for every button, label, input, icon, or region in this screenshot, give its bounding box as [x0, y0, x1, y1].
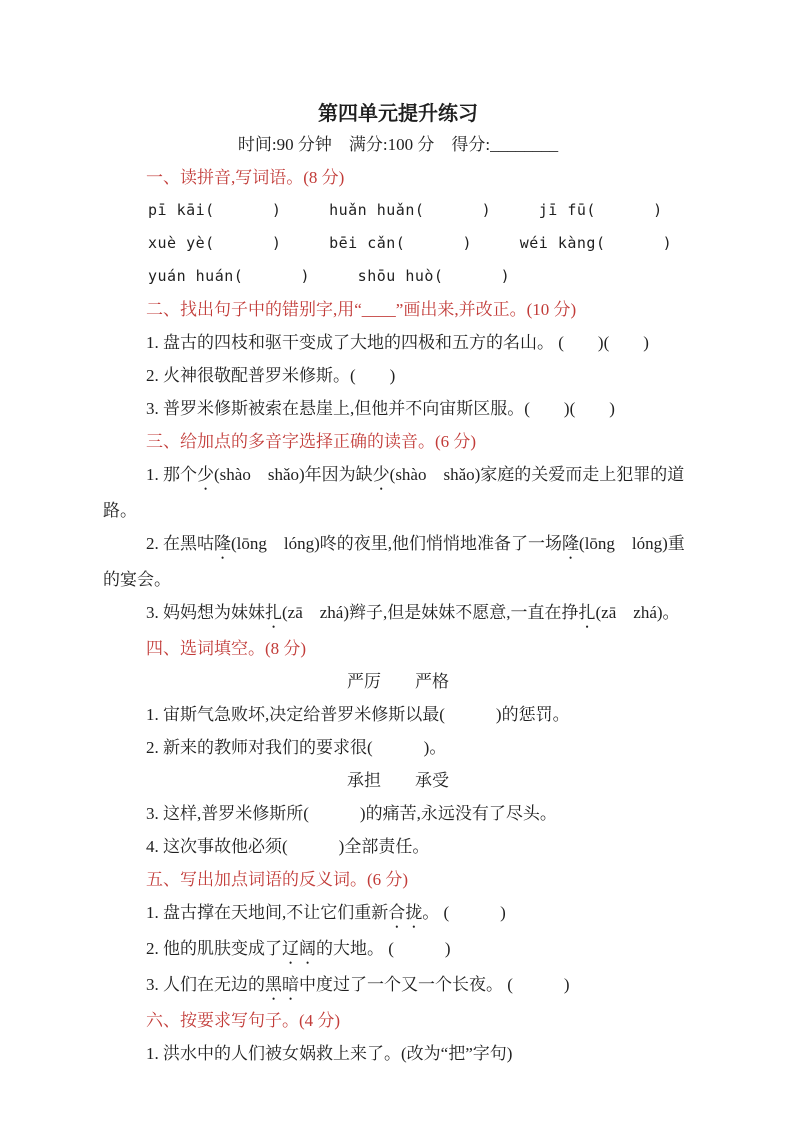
text-segment: (zā zhá)。	[595, 603, 680, 622]
text-segment: 3. 妈妈想为妹妹	[146, 603, 265, 622]
section-word-choice	[103, 632, 693, 863]
emphasized-word: 扎	[578, 603, 596, 622]
text-segment: 。 ( )	[422, 903, 506, 922]
question-item	[103, 932, 693, 968]
word-bank: 承担 承受	[347, 771, 449, 790]
text-segment: (lōng lóng)重的宴会。	[103, 534, 685, 589]
question-item	[103, 458, 693, 527]
text-segment: (zā zhá)辫子,但是妹妹不愿意,一直在挣	[282, 603, 579, 622]
page-title: 第四单元提升练习	[318, 103, 478, 125]
question-item	[103, 596, 693, 632]
text-segment: 1. 那个	[146, 465, 197, 484]
emphasized-word: 扎	[265, 603, 282, 622]
text-segment: 的大地。 ( )	[316, 939, 451, 958]
pinyin-line: pī kāi( ) huǎn huǎn( ) jī fū( )	[148, 201, 663, 219]
question-item: 1. 宙斯气急败坏,决定给普罗米修斯以最( )的惩罚。	[146, 705, 570, 724]
question-item	[103, 527, 693, 596]
text-segment: 2. 在黑咕	[146, 534, 214, 553]
emphasized-word: 合拢	[388, 903, 423, 922]
question-item	[103, 896, 693, 932]
pinyin-line: xuè yè( ) bēi cǎn( ) wéi kàng( )	[148, 234, 673, 252]
text-segment: 3. 人们在无边的	[146, 975, 265, 994]
question-item: 3. 这样,普罗米修斯所( )的痛苦,永远没有了尽头。	[146, 804, 557, 823]
emphasized-word: 少	[372, 465, 390, 484]
section-pinyin	[103, 161, 693, 293]
question-item: 1. 洪水中的人们被女娲救上来了。(改为“把”字句)	[146, 1044, 513, 1063]
emphasized-word: 黑暗	[265, 975, 299, 994]
question-item: 1. 盘古的四枝和驱干变成了大地的四极和五方的名山。 ( )( )	[146, 333, 649, 352]
section-6-header: 六、按要求写句子。(4 分)	[146, 1011, 341, 1030]
section-4-header: 四、选词填空。(8 分)	[146, 639, 307, 658]
section-2-header: 二、找出句子中的错别字,用“____”画出来,并改正。(10 分)	[146, 300, 577, 319]
question-item	[103, 968, 693, 1004]
text-segment: (shào shǎo)年因为缺	[214, 465, 373, 484]
emphasized-word: 隆	[214, 534, 231, 553]
section-sentence-rewriting	[103, 1004, 693, 1070]
section-typo-correction	[103, 293, 693, 425]
word-bank: 严厉 严格	[347, 672, 449, 691]
section-polyphone-reading	[103, 425, 693, 632]
emphasized-word: 辽阔	[282, 939, 316, 958]
section-5-header: 五、写出加点词语的反义词。(6 分)	[146, 870, 409, 889]
pinyin-line: yuán huán( ) shōu huò( )	[148, 267, 511, 285]
exam-meta-line: 时间:90 分钟 满分:100 分 得分:________	[237, 135, 559, 154]
question-item: 4. 这次事故他必须( )全部责任。	[146, 837, 430, 856]
text-segment: 1. 盘古撑在天地间,不让它们重新	[146, 903, 389, 922]
text-segment: (lōng lóng)咚的夜里,他们悄悄地准备了一场	[231, 534, 563, 553]
text-segment: (shào shǎo)家庭的关爱而走上犯罪的道路。	[103, 465, 685, 520]
question-item: 2. 火神很敬配普罗米修斯。( )	[146, 366, 396, 385]
text-segment: 中度过了一个又一个长夜。 ( )	[299, 975, 570, 994]
emphasized-word: 隆	[562, 534, 580, 553]
section-3-header: 三、给加点的多音字选择正确的读音。(6 分)	[146, 432, 477, 451]
question-item: 3. 普罗米修斯被索在悬崖上,但他并不向宙斯区服。( )( )	[146, 399, 615, 418]
section-antonyms	[103, 863, 693, 1004]
text-segment: 2. 他的肌肤变成了	[146, 939, 282, 958]
emphasized-word: 少	[197, 465, 214, 484]
question-item: 2. 新来的教师对我们的要求很( )。	[146, 738, 447, 757]
section-1-header: 一、读拼音,写词语。(8 分)	[146, 168, 345, 187]
